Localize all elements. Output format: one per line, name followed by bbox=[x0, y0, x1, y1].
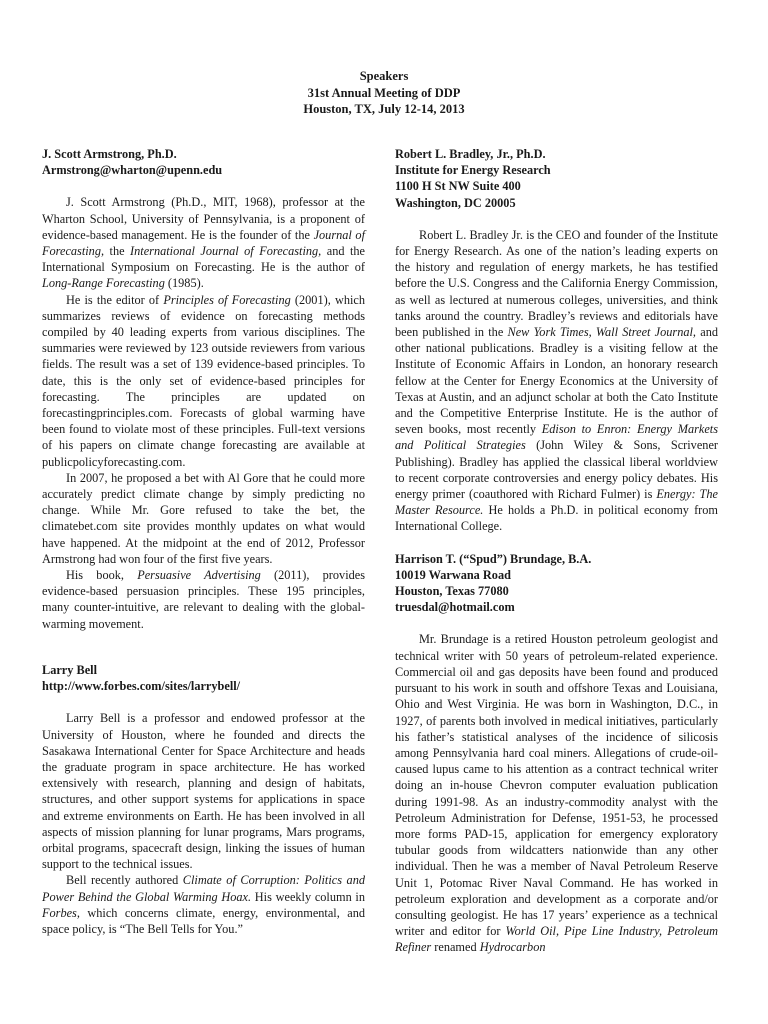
speaker-bio bbox=[395, 227, 718, 535]
journal-title: Journal of Forecasting, bbox=[42, 227, 365, 259]
text-run: His weekly column in bbox=[251, 889, 365, 904]
header-location-date: Houston, TX, July 12-14, 2013 bbox=[303, 102, 465, 116]
left-column bbox=[42, 146, 365, 937]
speaker-bio bbox=[395, 631, 718, 955]
publication-title: Hydrocarbon bbox=[479, 940, 546, 955]
publication-title: New York Times, Wall Street Journal, bbox=[507, 325, 697, 340]
text-run: Bell recently authored bbox=[66, 873, 183, 888]
speaker-url: http://www.forbes.com/sites/larrybell/ bbox=[42, 679, 241, 694]
bio-paragraph bbox=[42, 567, 365, 632]
text-run: which concerns climate, energy, environmental, and space policy, is “The Bell Tells for You.” bbox=[42, 905, 365, 936]
speaker-email: truesdal@hotmail.com bbox=[395, 600, 515, 615]
speaker-heading bbox=[42, 146, 365, 178]
publication-title: World Oil, Pipe Line Industry, Petroleum Refiner bbox=[395, 924, 718, 955]
text-run: Mr. Brundage is a retired Houston petroleum geologist and technical writer with 50 years of petroleum-related experience. Commercial oil and gas deposits have been found and produced pursuant to his work in south and offshore Texas and Louisiana, Ohio and West Virginia. He was born in Washington, D.C., in 1927, of parents both involved in medical initiatives, particularly his father’s statistical analyses of the incidence of silicosis among Pennsylvania hard coal miners. Allegations of crude-oil-caused lupus came to his attention as a contract technical writer doing an in-house Chevron computer evaluation publication during 1991-98. As an industry-commodity analyst with the Petroleum Administration for Defense, 1951-53, he processed more forms PAD-15, application for emergency exploratory tubular goods from wildcatters nationwide than any other individual. Then he was a member of Naval Petroleum Reserve Unit 1, Potomac River Naval Command. He has worked in petroleum exploration and development as a corporate and/or consulting geologist. He has 17 years’ experience as a technical writer and editor for bbox=[395, 632, 718, 939]
bio-paragraph: Larry Bell is a professor and endowed professor at the University of Houston, where he founded and directs the Sasakawa International Center for Space Architecture and heads the graduate program in space architecture. He has worked extensively with research, planning and design of habitats, structures, and other support systems for applications in space and extreme environments on Earth. He has been involved in all aspects of mission planning for lunar programs, Mars programs, orbital programs, spacecraft design, linking the issues of human support to the technical issues. bbox=[42, 711, 365, 872]
text-run: His book, bbox=[66, 568, 138, 583]
bio-paragraph bbox=[42, 872, 365, 937]
speaker-brundage bbox=[395, 551, 718, 956]
header-subtitle: 31st Annual Meeting of DDP bbox=[307, 85, 461, 100]
publication-title: Forbes, bbox=[42, 905, 80, 920]
text-run: He is the editor of bbox=[66, 292, 164, 307]
book-title: Persuasive Advertising bbox=[137, 568, 261, 583]
speaker-name: Harrison T. (“Spud”) Brundage, B.A. bbox=[395, 551, 592, 566]
bio-paragraph bbox=[395, 227, 718, 535]
bio-paragraph: In 2007, he proposed a bet with Al Gore that he could more accurately predict climate change by simply predicting no change. While Mr. Gore refused to take the bet, the climatebet.com site provides monthly updates on what would have happened. At the midpoint at the end of 2012, Professor Armstrong had won four of the first five years. bbox=[42, 470, 365, 566]
text-run: (2001), which summarizes reviews of evidence on forecasting methods compiled by 40 leading experts from various disciplines. The summaries were reviewed by 123 outside reviewers from various fields. The result was a set of 139 evidence-based principles. To date, this is the only set of evidence-based principles for forecasting. The principles are updated on forecastingprinciples.com. Forecasts of global warming have been found to violate most of these principles. Full-text versions of his papers on climate change forecasting are available at publicpolicyforecasting.com. bbox=[42, 292, 365, 469]
speaker-email: Armstrong@wharton@upenn.edu bbox=[42, 163, 223, 178]
bio-paragraph bbox=[42, 194, 365, 291]
speaker-bio bbox=[42, 194, 365, 631]
speaker-name: Larry Bell bbox=[42, 662, 97, 677]
speaker-heading bbox=[395, 551, 718, 616]
speaker-bradley bbox=[395, 146, 718, 535]
text-run: Robert L. Bradley Jr. is the CEO and founder of the Institute for Energy Research. As one of the nation’s leading experts on the history and regulation of energy markets, he has testified before the U.S. Congress and the California Energy Commission, as well as lectured at numerous colleges, universities, and think tanks around the country. Bradley’s reviews and editorials have been published in the bbox=[395, 227, 718, 340]
speaker-organization: Institute for Energy Research bbox=[395, 163, 551, 178]
text-run: (John Wiley & Sons, Scrivener Publishing). Bradley has applied the classical liberal worldview to recent corporate controversies and energy policy debates. His energy primer (coauthored with Richard Fulmer) is bbox=[395, 438, 718, 502]
book-title: Energy: The Master Resource. bbox=[395, 487, 718, 518]
book-title: Long-Range Forecasting bbox=[42, 276, 165, 291]
speaker-name: J. Scott Armstrong, Ph.D. bbox=[42, 147, 177, 161]
speaker-address-line: 10019 Warwana Road bbox=[395, 567, 511, 582]
right-column bbox=[395, 146, 718, 956]
text-run: and the International Symposium on Forecasting. He is the author of bbox=[42, 244, 366, 275]
speaker-armstrong bbox=[42, 146, 365, 632]
text-run: the bbox=[104, 244, 131, 259]
speaker-heading bbox=[395, 146, 718, 211]
speaker-bell bbox=[42, 662, 365, 937]
text-run: He holds a Ph.D. in political economy from International College. bbox=[395, 503, 718, 534]
text-run: renamed bbox=[431, 940, 480, 955]
text-run: J. Scott Armstrong (Ph.D., MIT, 1968), professor at the Wharton School, University of Pennsylvania, is a proponent of evidence-based management. He is the founder of the bbox=[42, 195, 365, 242]
speaker-address-line: Washington, DC 20005 bbox=[395, 195, 516, 210]
speaker-address-line: 1100 H St NW Suite 400 bbox=[395, 179, 521, 194]
book-title: Principles of Forecasting bbox=[163, 292, 291, 307]
book-title: Climate of Corruption: Politics and Power Behind the Global Warming Hoax. bbox=[42, 873, 365, 904]
book-title: Edison to Enron: Energy Markets and Political Strategies bbox=[395, 422, 719, 453]
speaker-heading bbox=[42, 662, 365, 694]
page-header bbox=[0, 68, 768, 118]
journal-title: International Journal of Forecasting, bbox=[130, 244, 322, 259]
speaker-address-line: Houston, Texas 77080 bbox=[395, 584, 509, 599]
bio-paragraph bbox=[42, 292, 365, 470]
text-run: and other national publications. Bradley is a visiting fellow at the Institute of Economic Affairs in London, an honorary research fellow at the Center for Energy Economics at the University of Texas at Austin, and an adjunct scholar at both the Cato Institute and the Competitive Enterprise Institute. He is the author of seven books, most recently bbox=[395, 325, 718, 437]
speaker-bio bbox=[42, 710, 365, 937]
speaker-name: Robert L. Bradley, Jr., Ph.D. bbox=[395, 147, 546, 161]
text-run: (1985). bbox=[164, 276, 204, 291]
header-title: Speakers bbox=[359, 69, 409, 83]
bio-paragraph bbox=[395, 631, 718, 955]
text-run: (2011), provides evidence-based persuasion principles. These 195 principles, many counter-intuitive, are relevant to dealing with the global-warming movement. bbox=[42, 568, 366, 631]
